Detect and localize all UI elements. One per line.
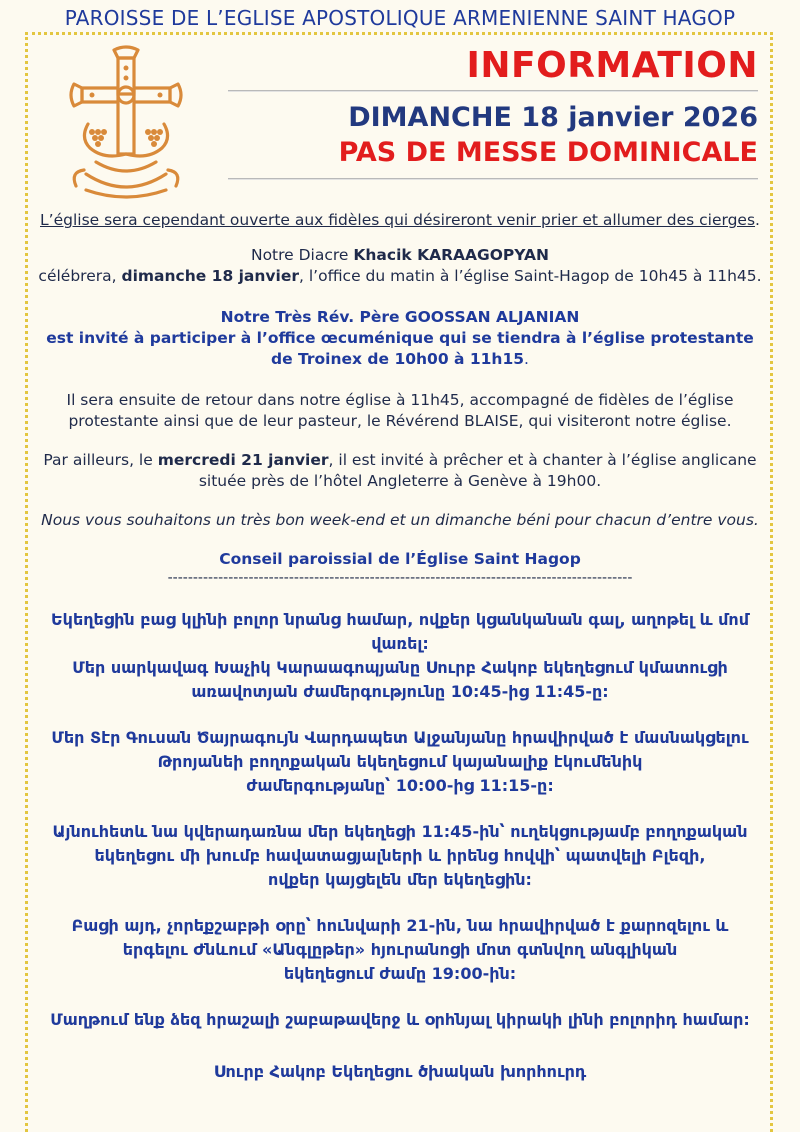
no-mass-heading: PAS DE MESSE DOMINICALE [338, 137, 758, 168]
french-paragraph-4 [30, 390, 770, 432]
armenian-paragraph-2 [30, 726, 770, 798]
text: Մեր Տէր Գուսան Ծայրագույն Վարդապետ Ալջանյանը հրավիրված է մասնակցելու [51, 728, 749, 747]
text: վառել: [371, 634, 429, 653]
text: Այնուհետև նա կվերադառնա մեր եկեղեցի 11:45-ին՝ ուղեկցությամբ բողոքական [52, 822, 748, 841]
text: առավոտյան ժամերգությունը 10:45-ից 11:45-ը: [191, 682, 609, 701]
text: , il est invité à prêcher et à chanter à l’église anglicane [328, 451, 757, 469]
text: Մեր սարկավագ Խաչիկ Կարաագոպյանը Սուրբ Հակոբ եկեղեցում կմատուցի [72, 658, 728, 677]
church-open-text: L’église sera cependant ouverte aux fidèles qui désireront venir prier et allumer des cierges [40, 211, 756, 229]
armenian-signature: Սուրբ Հակոբ Եկեղեցու ծխական խորհուրդ [213, 1062, 587, 1081]
french-paragraph-3 [30, 307, 770, 370]
french-paragraph-6: Nous vous souhaitons un très bon week-end et un dimanche béni pour chacun d’entre vous. [41, 511, 759, 529]
text: Եկեղեցին բաց կլինի բոլոր նրանց համար, ովքեր կցանկանան գալ, աղոթել և մոմ [51, 610, 749, 629]
information-heading: INFORMATION [466, 45, 758, 86]
text: երգելու Ժնևում «Անգլըթեր» հյուրանոցի մոտ գտնվող անգլիկան [122, 940, 678, 959]
french-signature: Conseil paroissial de l’Église Saint Hagop [219, 550, 581, 568]
text: célébrera, [38, 267, 122, 285]
header-rule-top [228, 90, 758, 92]
text: եկեղեցու մի խումբ հավատացյալների և իրենց հովվի՝ պատվելի Բլեզի, [94, 846, 706, 865]
french-paragraph-1 [30, 210, 770, 231]
armenian-paragraph-1 [30, 608, 770, 704]
text: de Troinex de 10h00 à 11h15 [271, 350, 525, 368]
period: . [524, 350, 529, 368]
parish-title: PAROISSE DE L’EGLISE APOSTOLIQUE ARMENIENNE SAINT HAGOP [64, 6, 736, 30]
french-paragraph-2 [30, 245, 770, 287]
header-rule-bottom [228, 178, 758, 180]
french-paragraph-5 [30, 450, 770, 492]
header-block [228, 44, 758, 180]
priest-name: Notre Très Rév. Père GOOSSAN ALJANIAN [220, 308, 580, 326]
text: , l’office du matin à l’église Saint-Hagop de 10h45 à 11h45. [299, 267, 762, 285]
text: եկեղեցում ժամը 19:00-ին: [283, 964, 517, 983]
deacon-name: Khacik KARAAGOPYAN [353, 246, 550, 264]
separator-line: -------------------------------------------------------------------------------------------- [167, 570, 633, 586]
text: ովքեր կայցելեն մեր եկեղեցին: [268, 870, 532, 889]
text: protestante ainsi que de leur pasteur, le Révérend BLAISE, qui visiteront notre église. [68, 412, 732, 430]
armenian-paragraph-3 [30, 820, 770, 892]
text: Բացի այդ, չորեքշաբթի օրը՝ հունվարի 21-ին, նա հրավիրված է քարոզելու և [71, 916, 729, 935]
wednesday-date: mercredi 21 janvier [157, 451, 329, 469]
date-heading: DIMANCHE 18 janvier 2026 [348, 102, 758, 133]
text: ժամերգությանը՝ 10:00-ից 11:15-ը: [246, 776, 554, 795]
period: . [755, 211, 760, 229]
text: est invité à participer à l’office œcuménique qui se tiendra à l’église protestante [46, 329, 754, 347]
text: Par ailleurs, le [43, 451, 158, 469]
announcement-body [30, 210, 770, 1084]
armenian-section [30, 608, 770, 1084]
text: Notre Diacre [250, 246, 354, 264]
text: Il sera ensuite de retour dans notre église à 11h45, accompagné de fidèles de l’église [66, 391, 734, 409]
armenian-cross-icon [56, 44, 196, 204]
armenian-paragraph-4 [30, 914, 770, 986]
armenian-paragraph-5: Մաղթում ենք ձեզ հրաշալի շաբաթավերջ և օրհնյալ կիրակի լինի բոլորիդ համար: [50, 1010, 750, 1029]
sunday-date: dimanche 18 janvier [121, 267, 299, 285]
text: Թրոյանեի բողոքական եկեղեցում կայանալիք էկումենիկ [157, 752, 643, 771]
text: située près de l’hôtel Angleterre à Genève à 19h00. [198, 472, 602, 490]
